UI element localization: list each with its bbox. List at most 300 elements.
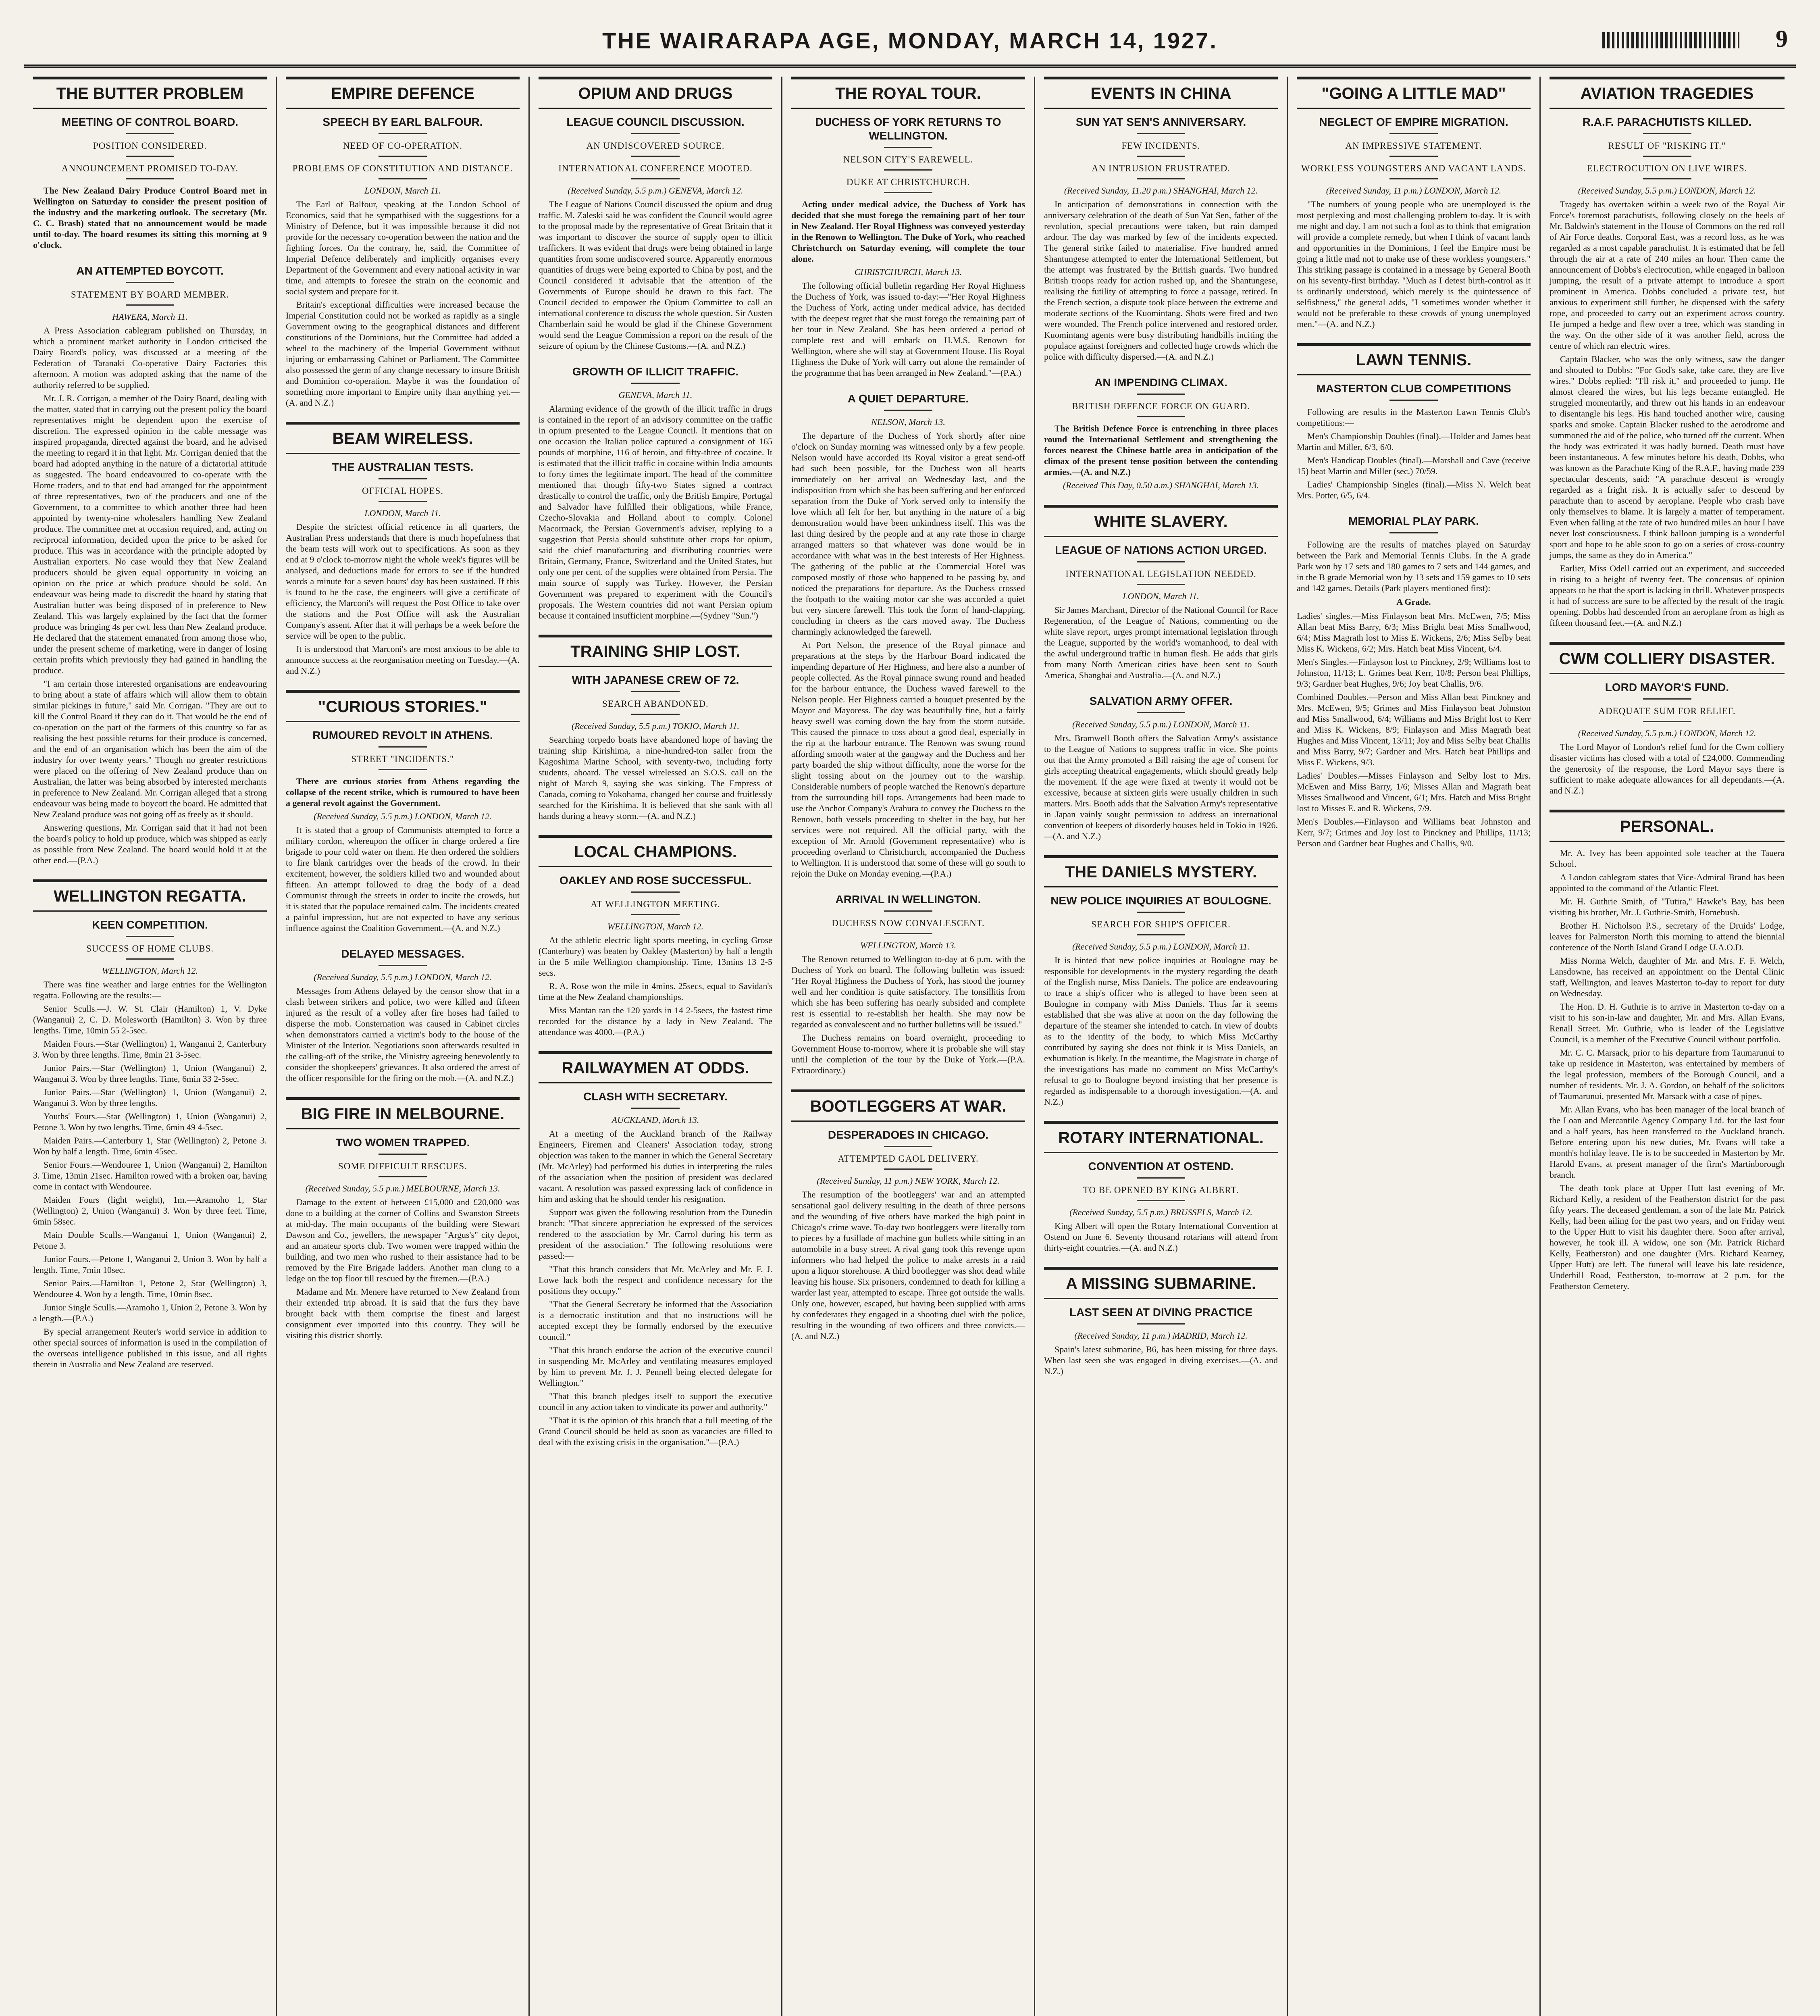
body-paragraph: The Hon. D. H. Guthrie is to arrive in Masterton to-day on a visit to his son-in-law and daughter, Mr. and Mrs. Allan Evans, Renall Street. Mr. Guthrie, who is leader of the Legislative Council, is a member of the Executive Council without portfolio. [1550, 1002, 1785, 1044]
story-deck: TWO WOMEN TRAPPED. [335, 1136, 470, 1149]
story-headline: A MISSING SUBMARINE. [1044, 1267, 1278, 1299]
body-paragraph: Alarming evidence of the growth of the illicit traffic in drugs is contained in the report of an advisory committee on the traffic in opium presented to the League Council. It mentions that on one occasion the Italian police captured a consignment of 165 pounds of morphine, 116 of heroin, and fifty-three of cocaine. It is estimated that the illicit traffic in cocaine within India amounts to forty times the legitimate import. The head of the committee mentioned that though fifty-two States signed a contract drastically to control the traffic, only the British Empire, Portugal and Salvador have fulfilled their obligations, while France, Czecho-Slovakia and Holland about to comply. Colonel Macormack, the Persian Government's adviser, replying to a suggestion that Persia should substitute other crops for opium, said the chief manufacturing and distributing countries were Britain, Germany, France, Switzerland and the United States, but only one per cent. of the supplies were obtained from Persia. The main source of supply was Turkey. However, the Persian Government was prepared to experiment with the Council's proposals. The Western countries did not want Persian opium because it contained insufficient morphine.—(Sydney "Sun.") [539, 404, 772, 621]
body-paragraph: Junior Pairs.—Star (Wellington) 1, Union (Wanganui) 2, Wanganui 3. Won by three lengths. [33, 1087, 267, 1108]
body-paragraph: The Renown returned to Wellington to-day at 6 p.m. with the Duchess of York on board. The following bulletin was issued: "Her Royal Highness the Duchess of York, has stood the journey well and her condition is quite satisfactory. The tonsillitis from which she has been suffering has nearly subsided and complete rest is essential to re-establish her health. She may now be regarded as convalescent and no further bulletins will be issued." [791, 954, 1025, 1029]
story [539, 365, 772, 621]
body-paragraph: The death took place at Upper Hutt last evening of Mr. Richard Kelly, a resident of the Featherston district for the past fifty years. The deceased gentleman, a son of the late Mr. Patrick Kelly, had been ailing for the past two years, and on Friday went to the Upper Hutt to visit his daughter there. Soon after arrival, however, he took ill. A widow, one son (Mr. Patrick Richard Kelly, Featherston) and one daughter (Mrs. Richard Kearney, Upper Hutt) are left. The funeral will leave his late residence, Underhill Road, Featherston, to-morrow at 2 p.m. for the Featherston Cemetery. [1550, 1183, 1785, 1291]
body-paragraph: Captain Blacker, who was the only witness, saw the danger and shouted to Dobbs: "For God's sake, take care, they are live wires." Dobbs replied: "I'll risk it," and proceeded to jump. He almost cleared the wires, but his legs became entangled. He struggled momentarily, and threw out his hands in an endeavour to disentangle his legs. His hand touched another wire, causing sparks and smoke. Captain Blacker rushed to the aerodrome and summoned the aid of the police, who turned off the current. When the body was extricated it was badly burned. Death must have been instantaneous. A few minutes before his death, Dobbs, who was known as the Parachute King of the R.A.F., having made 239 spectacular descents, said: "A parachute descent is wrongly regarded as a fright risk. It is actually safer to descend by parachute than to ascend by aeroplane. People who crash have only themselves to blame. It is largely a matter of temperament. Even when falling at the rate of two hundred miles an hour I have never lost consciousness. I think balloon jumping is a wonderful sport and hope to be able soon to go on a series of cross-country jumps, the same as they do in America." [1550, 354, 1785, 560]
divider-rule [631, 691, 680, 692]
divider-rule [1137, 584, 1185, 585]
story-dateline: NELSON, March 13. [871, 417, 945, 427]
body-paragraph: Following are results in the Masterton Lawn Tennis Club's competitions:— [1297, 407, 1531, 428]
story-dateline: (Received Sunday, 5.5 p.m.) LONDON, March 12. [314, 811, 492, 821]
story [539, 835, 772, 1037]
divider-rule [1137, 912, 1185, 913]
body-paragraph: The Lord Mayor of London's relief fund for the Cwm colliery disaster victims has closed with a total of £24,000. Commending the generosity of the response, the Lord Mayor says there is sufficient to make adequate allowances for all dependants.—(A. and N.Z.) [1550, 742, 1785, 796]
body-paragraph: Earlier, Miss Odell carried out an experiment, and succeeded in rising to a height of twenty feet. The concensus of opinion appears to be that the sport is lacking in thrill. Whatever prospects it had of success are sure to be affected by the result of the tragic opening. Dobbs had descended from an aeroplane from as high as fifteen thousand feet.—(A. and N.Z.) [1550, 563, 1785, 628]
divider-rule [1389, 156, 1438, 157]
divider-rule [1137, 1200, 1185, 1201]
column-2 [277, 77, 530, 2016]
story-deck: SUN YAT SEN'S ANNIVERSARY. [1075, 116, 1246, 128]
story-dateline: (Received Sunday, 11 p.m.) NEW YORK, March 12. [817, 1176, 1000, 1186]
lead-paragraph: There are curious stories from Athens regarding the collapse of the recent strike, which is rumoured to have been a general revolt against the Government. [286, 776, 520, 808]
body-paragraph: Following are the results of matches played on Saturday between the Park and Memorial Tennis Clubs. In the A grade Park won by 17 sets and 180 games to 7 sets and 144 games, and in the B grade Memorial won by 13 sets and 159 games to 10 sets and 142 games. Details (Park players mentioned first): [1297, 539, 1531, 593]
story-body [1550, 741, 1785, 796]
story-headline: PERSONAL. [1550, 810, 1785, 842]
story [286, 77, 520, 408]
story-dateline: (Received Sunday, 5.5 p.m.) LONDON, March 12. [1578, 728, 1756, 738]
story-subheading: AN IMPRESSIVE STATEMENT. [1345, 141, 1482, 151]
column-6 [1288, 77, 1541, 2016]
story-dateline: (Received Sunday, 11.20 p.m.) SHANGHAI, March 12. [1064, 185, 1258, 196]
body-paragraph: By special arrangement Reuter's world service in addition to other special sources of information is used in the compilation of the overseas intelligence published in this issue, and all rights therein in Australia and New Zealand are reserved. [33, 1327, 267, 1369]
divider-rule [1643, 698, 1691, 700]
lead-paragraph: The New Zealand Dairy Produce Control Board met in Wellington on Saturday to consider the present position of the industry and the marketing outlook. The secretary (Mr. C. C. Brash) stated that no announcement would be made until to-day. The board resumes its sitting this morning at 9 o'clock. [33, 185, 267, 250]
story-dateline: GENEVA, March 11. [618, 390, 693, 400]
story-headline: ROTARY INTERNATIONAL. [1044, 1121, 1278, 1153]
story-deck: DESPERADOES IN CHICAGO. [828, 1129, 989, 1141]
body-paragraph: Mr. A. Ivey has been appointed sole teacher at the Tauera School. [1550, 848, 1785, 869]
story [286, 947, 520, 1083]
story-deck: MEMORIAL PLAY PARK. [1348, 515, 1479, 527]
story [1297, 77, 1531, 329]
story [286, 422, 520, 676]
body-paragraph: The departure of the Duchess of York shortly after nine o'clock on Sunday morning was witnessed only by a few people. Nelson would have accorded its Royal visitor a great send-off had such been possible, for the Duchess won all hearts immediately on her arrival on Wednesday last, and the indisposition from which she has been suffering and her enforced separation from the Duke of York served only to intensify the love which all felt for her, but anything in the nature of a big demonstration would have been unkindness itself. This was the last thing desired by the people and at any rate those in charge arranged matters so that whatever was done would be in accordance with what was in the best interests of Her Highness. The gathering of the public at the Commercial Hotel was composed mostly of those who happened to be passing by, and noticed the preparations for departure. As the Duchess crossed the footpath to the waiting motor car she was accorded a quiet but very sincere farewell. This took the form of hand-clapping, concluding in cheers as the cars moved away. The Duchess charmingly acknowledged the farewell. [791, 431, 1025, 637]
story-subheading: POSITION CONSIDERED. [93, 141, 207, 151]
body-paragraph: The Duchess remains on board overnight, proceeding to Government House to-morrow, where it is probable she will stay until the completion of the tour by the Duke of York.—(P.A. Extraordinary.) [791, 1033, 1025, 1075]
column-5 [1035, 77, 1288, 2016]
divider-rule [379, 965, 427, 966]
body-paragraph: Miss Mantan ran the 120 yards in 14 2-5secs, the fastest time recorded for the distance by a lady in New Zealand. The attendance was 4000.—(P.A.) [539, 1005, 772, 1037]
divider-rule [1389, 178, 1438, 179]
body-paragraph: At a meeting of the Auckland branch of the Railway Engineers, Firemen and Cleaners' Association today, strong objection was taken to the manner in which the General Secretary (Mr. McArley) had performed his duties in interpreting the rules of the association when the position of president was declared vacant. A resolution was passed expressing lack of confidence in him and asking that he should tender his resignation. [539, 1129, 772, 1204]
story-headline: "CURIOUS STORIES." [286, 690, 520, 722]
story-dateline: (Received Sunday, 5.5 p.m.) BRUSSELS, March 12. [1069, 1207, 1252, 1217]
divider-rule [1389, 400, 1438, 401]
story-subheading: ADEQUATE SUM FOR RELIEF. [1598, 706, 1736, 716]
story-body [539, 403, 772, 621]
story-dateline: (Received Sunday, 5.5 p.m.) GENEVA, March 12. [568, 185, 743, 196]
story [1044, 1121, 1278, 1253]
story-body [539, 734, 772, 821]
story-body [1044, 199, 1278, 362]
divider-rule [1137, 156, 1185, 157]
story-subheading: WORKLESS YOUNGSTERS AND VACANT LANDS. [1301, 163, 1527, 173]
body-paragraph: Spain's latest submarine, B6, has been missing for three days. When last seen she was engaged in diving exercises.—(A. and N.Z.) [1044, 1344, 1278, 1376]
story-deck: CLASH WITH SECRETARY. [583, 1090, 728, 1103]
column-7 [1541, 77, 1793, 2016]
story-deck: DUCHESS OF YORK RETURNS TO WELLINGTON. [815, 116, 1001, 142]
story [1044, 694, 1278, 841]
story-headline: WELLINGTON REGATTA. [33, 879, 267, 912]
divider-rule [1137, 178, 1185, 179]
story [791, 392, 1025, 879]
divider-rule [379, 746, 427, 748]
story-body [1550, 199, 1785, 628]
story-body [33, 325, 267, 866]
body-paragraph: It is hinted that new police inquiries at Boulogne may be responsible for developments in the mystery regarding the death of the English nurse, Miss Daniels. The police are endeavouring to trace a ship's officer who is alleged to have been seen at Boulogne in company with Miss Daniels. Thus far it seems established that she was alive at noon on the day following the departure of the steamer she intended to catch. In view of doubts as to the identity of the body, to which Miss McCarthy contributed by saying she does not think it is Miss Daniels, an exhumation is likely. In the meantime, the Magistrate in charge of the investigations has made no comment on Miss McCarthy's refusal to go to Boulogne beyond insisting that her presence is regarded as indispensable to a thorough investigation.—(A. and N.Z.) [1044, 955, 1278, 1107]
story-subheading: AT WELLINGTON MEETING. [591, 899, 720, 909]
body-paragraph: "That this branch considers that Mr. McArley and Mr. F. J. Lowe lack both the respect and confidence necessary for the positions they occupy." [539, 1264, 772, 1296]
divider-rule [379, 1154, 427, 1155]
story-dateline: HAWERA, March 11. [112, 312, 188, 322]
result-item: Men's Singles.—Finlayson lost to Pinckney, 2/9; Williams lost to Johnston, 11/13; L. Grimes beat Kerr, 10/8; Person beat Phillips, 9/3; Gardner beat Hughes, 9/6; Joy beat Challis, 9/6. [1297, 657, 1531, 689]
body-paragraph: It is understood that Marconi's are most anxious to be able to announce success at the reorganisation meeting on Tuesday.—(A. and N.Z.) [286, 644, 520, 676]
divider-rule [1389, 532, 1438, 533]
divider-rule [379, 769, 427, 770]
story-body [791, 954, 1025, 1076]
story-headline: THE BUTTER PROBLEM [33, 77, 267, 109]
story-dateline: (Received Sunday, 5.5 p.m.) LONDON, March 12. [314, 972, 492, 982]
divider-rule [1137, 1177, 1185, 1179]
story-deck: R.A.F. PARACHUTISTS KILLED. [1582, 116, 1752, 128]
story-deck: NEW POLICE INQUIRIES AT BOULOGNE. [1050, 894, 1271, 907]
story-dateline: WELLINGTON, March 12. [607, 921, 704, 931]
story-deck: GROWTH OF ILLICIT TRAFFIC. [572, 365, 739, 378]
column-4 [782, 77, 1035, 2016]
body-paragraph: The resumption of the bootleggers' war and an attempted sensational gaol delivery resulting in the death of three persons and the wounding of five others have marked the high point in Chicago's crime wave. To-day two bootleggers were literally torn to pieces by a fusillade of machine gun bullets while sitting in an automobile in a busy street. A rival gang took this revenge upon informers who had helped the police to make arrests in a raid upon a liquor storehouse. A third bootlegger was shot dead while leaving his house. Six prisoners, condemned to death for killing a warder last year, attempted to escape. Three got outside the walls. Only one, however, escaped, but having been supplied with arms by confederates they engaged in a shooting duel with the police, resulting in the wounding of two officers and three convicts.—(A. and N.Z.) [791, 1189, 1025, 1341]
story-deck: A QUIET DEPARTURE. [847, 392, 969, 405]
story-subheading: STATEMENT BY BOARD MEMBER. [71, 289, 229, 300]
story-deck: THE AUSTRALIAN TESTS. [332, 461, 474, 473]
body-paragraph: Support was given the following resolution from the Dunedin branch: "That sincere appreciation be expressed of the services rendered to the association by Mr. Carrol during his term as president of the association." The following resolutions were passed:— [539, 1207, 772, 1261]
body-paragraph: Mrs. Bramwell Booth offers the Salvation Army's assistance to the League of Nations to suppress traffic in vice. She points out that the Army promoted a Bill raising the age of consent for girls accepting theatrical engagements, which should greatly help the movement. If the age were fixed at twenty it would not be excessive, because at sixteen girls were usually children in such matters. Mrs. Booth adds that the Salvation Army's representative in Japan vainly sought permission to address an international convention of keepers of disorderly houses held in Tokio in 1926.—(A. and N.Z.) [1044, 733, 1278, 841]
story-subheading: NELSON CITY'S FAREWELL. [843, 154, 973, 165]
story-headline: THE DANIELS MYSTERY. [1044, 855, 1278, 887]
story-subheading: NEED OF CO-OPERATION. [343, 141, 463, 151]
story-body [33, 979, 267, 1370]
story-subheading: DUKE AT CHRISTCHURCH. [846, 177, 970, 187]
story-body [539, 1128, 772, 1447]
story [1550, 810, 1785, 1291]
story-headline: OPIUM AND DRUGS [539, 77, 772, 109]
story-body [791, 1189, 1025, 1341]
divider-rule [126, 282, 174, 283]
divider-rule [1137, 561, 1185, 562]
divider-rule [379, 133, 427, 134]
story-dateline: LONDON, March 11. [1123, 591, 1199, 601]
divider-rule [379, 478, 427, 479]
divider-rule [631, 178, 680, 179]
body-paragraph: Senior Pairs.—Hamilton 1, Petone 2, Star (Wellington) 3, Wendouree 4. Won by a length. Time, 10min 8sec. [33, 1278, 267, 1299]
body-paragraph: A Press Association cablegram published on Thursday, in which a prominent market authority in London criticised the Dairy Board's policy, was discussed at a meeting of the Federation of Taranaki Co-operative Dairy Factories this afternoon. A motion was adopted asking that the name of the authority referred to be supplied. [33, 325, 267, 390]
story [33, 77, 267, 250]
results-list [1297, 610, 1531, 849]
story-deck: LEAGUE OF NATIONS ACTION URGED. [1055, 544, 1267, 556]
body-paragraph: "That it is the opinion of this branch that a full meeting of the Grand Council should be held as soon as vacancies are filled to deal with the existing crisis in the organisation."—(P.A.) [539, 1415, 772, 1447]
body-paragraph: "The numbers of young people who are unemployed is the most perplexing and most challenging problem to-day. It is with me night and day. I am not such a fool as to think that emigration will provide a complete remedy, but when I think of vacant lands and opportunities in the Dominions, I feel the Empire must be going a little mad not to make use of these workless youngsters." This striking passage is contained in a message by General Booth on his seventy-first birthday. "Much as I detest birth-control as it is ordinarily understood, which merely is the quintessence of selfishness," the general adds, "I sometimes wonder whether it would not be preferable to these crowds of young unemployed men."—(A. and N.Z.) [1297, 199, 1531, 329]
story [539, 635, 772, 821]
divider-rule [884, 910, 932, 912]
body-paragraph: Youths' Fours.—Star (Wellington) 1, Union (Wanganui) 2, Petone 3. Won by two lengths. Time, 6min 49 4-5sec. [33, 1111, 267, 1132]
story-body [286, 199, 520, 408]
story-deck: LORD MAYOR'S FUND. [1605, 681, 1729, 694]
body-paragraph: Tragedy has overtaken within a week two of the Royal Air Force's foremost parachutists, following closely on the heels of Mr. Baldwin's statement in the House of Commons on the red roll of Air Force deaths. Corporal East, was a record loss, as he was regarded as a most capable parachutist. It is estimated that he fell through the air at a rate of 240 miles an hour. Then came the announcement of Dobbs's electrocution, while engaged in balloon jumping, the result of a private attempt to introduce a sport prominent in America. Dobbs concluded a private test, but anxious to experiment still further, he dispensed with the safety rope, and proceeded to carry out an experiment across country. He jumped a hedge and flew over a tree, which was standing in the way. On the other side of it was another field, across the centre of which ran electric wires. [1550, 199, 1785, 351]
story-headline: TRAINING SHIP LOST. [539, 635, 772, 667]
story-deck: MASTERTON CLUB COMPETITIONS [1316, 382, 1511, 395]
story-body [1044, 604, 1278, 681]
story-subheading: ELECTROCUTION ON LIVE WIRES. [1587, 163, 1747, 173]
story-lead [33, 185, 267, 250]
body-paragraph: R. A. Rose won the mile in 4mins. 25secs, equal to Savidan's time at the New Zealand championships. [539, 981, 772, 1002]
body-paragraph: Men's Handicap Doubles (final).—Marshall and Cave (receive 15) beat Martin and Miller (sec.) 70/59. [1297, 455, 1531, 476]
divider-rule [884, 169, 932, 171]
story-dateline: LONDON, March 11. [364, 185, 441, 196]
divider-rule [126, 958, 174, 960]
divider-rule [126, 936, 174, 937]
story [1550, 77, 1785, 628]
story-subheading: BRITISH DEFENCE FORCE ON GUARD. [1072, 401, 1250, 411]
divider-rule [1643, 156, 1691, 157]
divider-rule [379, 501, 427, 502]
story-subheading: AN INTRUSION FRUSTRATED. [1091, 163, 1231, 173]
divider-rule [126, 133, 174, 134]
story-subheading: SUCCESS OF HOME CLUBS. [86, 943, 214, 954]
divider-rule [631, 156, 680, 157]
body-paragraph: Senior Fours.—Wendouree 1, Union (Wanganui) 2, Hamilton 3. Time, 13min 21sec. Hamilton rowed with a broken oar, having come in contact with Wendouree. [33, 1160, 267, 1191]
body-paragraph: Messages from Athens delayed by the censor show that in a clash between strikers and police, two were killed and fifteen injured as the result of a volley after fire hoses had failed to disperse the mob. Consternation was caused in Cabinet circles when demonstrators carried a victim's body to the house of the Minister of the Interior. Negotiations soon afterwards resulted in the calling-off of the strike, the Ministry agreeing benevolently to consider the shopkeepers' grievances. It also ordered the arrest of the officer responsible for the firing on the mob.—(A. and N.Z.) [286, 986, 520, 1083]
story-deck: LAST SEEN AT DIVING PRACTICE [1069, 1306, 1253, 1318]
story-subheading: TO BE OPENED BY KING ALBERT. [1083, 1185, 1239, 1195]
result-item: Combined Doubles.—Person and Miss Allan beat Pinckney and Mrs. McEwen, 9/5; Grimes and Miss Finlayson beat Johnston and Miss Smallwood, 6/4; Williams and Miss Bright lost to Kerr and Miss K. Wickens, 8/9; Finlayson and Miss Magrath beat Hughes and Miss Vincent, 13/11; Joy and Miss Selby beat Challis and Miss Barry, 9/7; Gardner and Mrs. Hatch beat Phillips and Miss E. Wickens, 9/3. [1297, 692, 1531, 767]
divider-rule [884, 192, 932, 193]
story-deck: OAKLEY AND ROSE SUCCESSFUL. [559, 874, 752, 887]
lead-paragraph: The British Defence Force is entrenching in three places round the International Settlement and strengthening the forces nearest the Chinese battle area in anticipation of the climax of the present tense position between the contending armies.—(A. and N.Z.) [1044, 423, 1278, 477]
page-number: 9 [1776, 25, 1788, 52]
story-lead [1044, 423, 1278, 477]
story-body [286, 825, 520, 933]
masthead-ornament [1602, 32, 1739, 48]
story-deck: AN IMPENDING CLIMAX. [1094, 376, 1227, 389]
column-1 [24, 77, 277, 2016]
story-headline: AVIATION TRAGEDIES [1550, 77, 1785, 109]
story-body [1044, 1220, 1278, 1253]
result-item: Ladies' singles.—Miss Finlayson beat Mrs. McEwen, 7/5; Miss Allan beat Miss Barry, 6/3; Miss Bright beat Miss Smallwood, 6/4; Miss Magrath lost to Miss E. Wickens, 2/6; Miss Selby beat Miss K. Wickens, 6/2; Mrs. Hatch beat Miss Vincent, 6/4. [1297, 611, 1531, 654]
divider-rule [379, 156, 427, 157]
story-subheading: ATTEMPTED GAOL DELIVERY. [838, 1154, 979, 1164]
divider-rule [884, 1146, 932, 1147]
story [1044, 855, 1278, 1107]
body-paragraph: "That this branch pledges itself to support the executive council in any action taken to vindicate its power and authority." [539, 1391, 772, 1412]
body-paragraph: In anticipation of demonstrations in connection with the anniversary celebration of the death of Sun Yat Sen, father of the revolution, special precautions were taken, but rain damped ardour. The day was marked by few of the incidents expected. The general strike failed to materialise. Five hundred armed Shantungese attempted to enter the International Settlement, but the attempt was frustrated by the British guards. Two hundred British troops ready for action rushed up, and the Shantungese, realising the futility of attempting to force a passage, retired. In the French section, a dispute took place between the extreme and moderate sections of the Kuomintang. Shots were fired and two were wounded. The French police intervened and restored order. Kuomintang agents were busy distributing handbills inciting the populace against foreigners and collected huge crowds which the police with difficulty dispersed.—(A. and N.Z.) [1044, 199, 1278, 362]
body-paragraph: Ladies' Championship Singles (final).—Miss N. Welch beat Mrs. Potter, 6/5, 6/4. [1297, 479, 1531, 500]
body-paragraph: Despite the strictest official reticence in all quarters, the Australian Press understands that there is much hopefulness that the beam tests will work out to specifications. As soon as they end at 9 o'clock to-morrow night the whole week's figures will be analysed, and deductions made for errors to see if the hundred words a minute for a seven hours' day has been sustained. If this is found to be the case, the engineers will give a certificate of efficiency, the Marconi's will request the Post Office to take over the stations and the Post Office will ask the Australian Company's assent. After that it will perhaps be a week before the service will be open to the public. [286, 522, 520, 641]
body-paragraph: Brother H. Nicholson P.S., secretary of the Druids' Lodge, leaves for Palmerston North this morning to attend the biennial conference of the North Island Grand Lodge U.A.O.D. [1550, 921, 1785, 952]
divider-rule [884, 147, 932, 148]
divider-rule [1137, 133, 1185, 134]
story-headline: EVENTS IN CHINA [1044, 77, 1278, 109]
story-deck: CONVENTION AT OSTEND. [1088, 1160, 1234, 1173]
story-body [539, 935, 772, 1037]
body-paragraph: Junior Fours.—Petone 1, Wanganui 2, Union 3. Won by half a length. Time, 7min 10sec. [33, 1254, 267, 1275]
divider-rule [884, 1168, 932, 1170]
divider-rule [1643, 133, 1691, 134]
story-body [1297, 539, 1531, 594]
divider-rule [1137, 1323, 1185, 1325]
story-headline: BIG FIRE IN MELBOURNE. [286, 1097, 520, 1129]
body-paragraph: "I am certain those interested organisations are endeavouring to bring about a state of affairs which will allow them to obtain similar pickings in future," said Mr. Corrigan. "They are out to kill the Control Board if they can do it. That would be the end of co-operation on the part of the farmers of this country so far as realising the best possible returns for their produce is concerned, and the end of an organisation which has been the aim of the industry for over twenty years." Though no greater restrictions were placed on the offering of New Zealand produce than on Australian, the latter was being absorbed by interested merchants in preference to New Zealand. Mr. Corrigan alleged that a strong endeavour was being made to boycott the board. He admitted that New Zealand produce was not going off as freely as it should. [33, 679, 267, 819]
story [1297, 343, 1531, 501]
body-paragraph: Junior Single Sculls.—Aramoho 1, Union 2, Petone 3. Won by a length.—(P.A.) [33, 1302, 267, 1323]
body-paragraph: Madame and Mr. Menere have returned to New Zealand from their extended trip abroad. It is said that the furs they have brought back with them comprise the finest and largest consignment ever imported into this country. They will be visiting this district shortly. [286, 1287, 520, 1340]
story-subheading: DUCHESS NOW CONVALESCENT. [832, 918, 985, 928]
story-deck: WITH JAPANESE CREW OF 72. [572, 674, 739, 686]
body-paragraph: At the athletic electric light sports meeting, in cycling Grose (Canterbury) was beaten by Oakley (Masterton) by half a length in the 5 mile Wellington championship. Time, 13mins 13 2-5 secs. [539, 935, 772, 978]
story-body [286, 1197, 520, 1341]
story [539, 1051, 772, 1447]
story [1044, 376, 1278, 491]
body-paragraph: Sir James Marchant, Director of the National Council for Race Regeneration, of the League of Nations, commenting on the white slave report, urges prompt international legislation through the League, supported by the world's womanhood, to deal with the awful underground traffic in human flesh. He adds that girls from many North American cities have been sent to South America, Shanghai and Australia.—(A. and N.Z.) [1044, 605, 1278, 680]
story-dateline: AUCKLAND, March 13. [612, 1115, 699, 1125]
story-dateline: (Received Sunday, 5.5 p.m.) MELBOURNE, March 13. [305, 1183, 500, 1193]
story-body [1297, 199, 1531, 329]
lead-paragraph: Acting under medical advice, the Duchess of York has decided that she must forego the remaining part of her tour in New Zealand. Her Royal Highness was conveyed yesterday in the Renown to Wellington. The Duke of York, who reached Christchurch on Saturday evening, will complete the tour alone. [791, 199, 1025, 264]
body-paragraph: Maiden Fours.—Star (Wellington) 1, Wanganui 2, Canterbury 3. Won by three lengths. Time, 8min 21 3-5sec. [33, 1039, 267, 1060]
divider-rule [884, 410, 932, 411]
divider-rule [379, 178, 427, 179]
divider-rule [126, 178, 174, 179]
body-paragraph: There was fine weather and large entries for the Wellington regatta. Following are the results:— [33, 979, 267, 1000]
divider-rule [1137, 712, 1185, 713]
story-deck: SPEECH BY EARL BALFOUR. [322, 116, 483, 128]
body-paragraph: King Albert will open the Rotary International Convention at Ostend on June 6. Seventy thousand rotarians will attend from thirty-eight countries.—(A. and N.Z.) [1044, 1221, 1278, 1253]
story-headline: BOOTLEGGERS AT WAR. [791, 1089, 1025, 1122]
story-headline: CWM COLLIERY DISASTER. [1550, 642, 1785, 674]
story-body [791, 430, 1025, 879]
story-deck: LEAGUE COUNCIL DISCUSSION. [566, 116, 745, 128]
story-deck: KEEN COMPETITION. [92, 918, 208, 931]
story-headline: EMPIRE DEFENCE [286, 77, 520, 109]
divider-rule [631, 1108, 680, 1109]
body-paragraph: Junior Pairs.—Star (Wellington) 1, Union (Wanganui) 2, Wanganui 3. Won by three lengths. Time, 6min 33 2-5sec. [33, 1063, 267, 1084]
story-body [539, 199, 772, 351]
story [286, 690, 520, 933]
divider-rule [631, 714, 680, 715]
body-paragraph: The Earl of Balfour, speaking at the London School of Economics, said that he sympathised with the suggestions for a Ministry of Defence, but it was impossible because it did not provide for the necessary co-operation between the nation and the fighting forces. On the contrary, he, said, the Committee of Imperial Defence deliberately and implicitly organises every Department of the Government and every national activity in war time, and attempts to foresee the strain on the economic and social system and prepare for it. [286, 199, 520, 296]
body-paragraph: Searching torpedo boats have abandoned hope of having the training ship Kirishima, a nine-hundred-ton sailer from the Kagoshima Marine School, with seventy-two, including forty students, aboard. The vessel wirelessed an S.O.S. call on the night of March 9, saying she was sinking. The Empress of Canada, coming to Yokohama, changed her course and fruitlessly searched for the Kirishima. It is believed that she sank with all hands during a heavy storm.—(A. and N.Z.) [539, 735, 772, 821]
story-headline: WHITE SLAVERY. [1044, 505, 1278, 537]
divider-rule [1643, 721, 1691, 722]
story-deck: AN ATTEMPTED BOYCOTT. [76, 264, 224, 277]
story-body [286, 985, 520, 1083]
story-body [1044, 733, 1278, 841]
story-body [1044, 1344, 1278, 1377]
newspaper-columns [24, 77, 1796, 2016]
story-deck: NEGLECT OF EMPIRE MIGRATION. [1319, 116, 1508, 128]
story-headline: BEAM WIRELESS. [286, 422, 520, 454]
story-subheading: SEARCH FOR SHIP'S OFFICER. [1091, 919, 1231, 929]
story-headline: RAILWAYMEN AT ODDS. [539, 1051, 772, 1083]
divider-rule [884, 933, 932, 934]
story [33, 879, 267, 1370]
body-paragraph: Main Double Sculls.—Wanganui 1, Union (Wanganui) 2, Petone 3. [33, 1230, 267, 1251]
body-paragraph: Damage to the extent of between £15,000 and £20,000 was done to a building at the corner of Collins and Swanston Streets at mid-day. The main occupants of the building were Stewart Dawson and Co., jewellers, the newspaper "Argus's" city depot, and an amateur sports club. Two women were trapped within the building, and two men who rushed to their assistance had to be removed by the Fire Brigade ladders. Another man clung to a ledge on the top floor till rescued by the firemen.—(P.A.) [286, 1197, 520, 1283]
story-deck: RUMOURED REVOLT IN ATHENS. [312, 729, 493, 741]
story [1044, 1267, 1278, 1377]
story-dateline: LONDON, March 11. [364, 508, 441, 518]
body-paragraph: Mr. J. R. Corrigan, a member of the Dairy Board, dealing with the matter, stated that in carrying out the present policy the board representatives might be dependent upon the exercise of discretion. The expressed opinion in the cable message was inspired propaganda, directed against the board, and he advised the meeting to regard it in that light. Mr. Corrigan denied that the board had adopted anything in the nature of a dictatorial attitude as suggested. The board endeavoured to co-operate with the Home traders, and to that end had arranged for the appointment of three representatives, two of the producers and one of the Government, to a committee to which another three had been appointed by twenty-nine wholesalers handling New Zealand produce. The committee met at occasion required, and, acting on reciprocal information, decided upon the price to be asked for produce. This was in accordance with the principle adopted by Australian exporters. No case would they that New Zealand producers should be given equal opportunity in voicing an opinion on the price at which produce should be sold. An endeavour was being made to discredit the board by stating that Australian butter was being disposed of in preference to New Zealand. This was largely explained by the fact that the former produce was bringing 4s per cwt. less than New Zealand produce. He declared that the statement emanated from among those who, under the present scheme of marketing, were in danger of losing certain profits which previously they had gained in handling the produce. [33, 393, 267, 675]
story [33, 264, 267, 866]
story-dateline: (Received Sunday, 11 p.m.) MADRID, March 12. [1074, 1331, 1248, 1341]
story-subheading: PROBLEMS OF CONSTITUTION AND DISTANCE. [292, 163, 513, 173]
body-paragraph: Answering questions, Mr. Corrigan said that it had not been the board's policy to hold up produce, which was shipped as early as possible from New Zealand. The board would hold it at the other end.—(P.A.) [33, 823, 267, 865]
divider-rule [1137, 394, 1185, 395]
story-deck: SALVATION ARMY OFFER. [1089, 695, 1233, 707]
story-subheading: SOME DIFFICULT RESCUES. [338, 1161, 468, 1171]
results-grade: A Grade. [1396, 597, 1431, 607]
story [791, 77, 1025, 378]
story-lead [286, 776, 520, 808]
story-dateline: WELLINGTON, March 12. [102, 966, 198, 976]
divider-rule [379, 1176, 427, 1177]
story [791, 1089, 1025, 1341]
story [1297, 514, 1531, 849]
story-subheading: SEARCH ABANDONED. [602, 699, 709, 709]
story-headline: THE ROYAL TOUR. [791, 77, 1025, 109]
story-headline: "GOING A LITTLE MAD" [1297, 77, 1531, 109]
story-dateline: CHRISTCHURCH, March 13. [854, 267, 962, 277]
story-subheading: OFFICIAL HOPES. [362, 486, 443, 496]
story-subheading: INTERNATIONAL CONFERENCE MOOTED. [558, 163, 753, 173]
story-headline: LAWN TENNIS. [1297, 343, 1531, 375]
divider-rule [1643, 178, 1691, 179]
story-dateline: (Received This Day, 0.50 a.m.) SHANGHAI, March 13. [1063, 480, 1259, 490]
body-paragraph: Men's Championship Doubles (final).—Holder and James beat Martin and Miller, 6/3, 6/0. [1297, 431, 1531, 452]
body-paragraph: A London cablegram states that Vice-Admiral Brand has been appointed to the command of the Atlantic Fleet. [1550, 872, 1785, 893]
body-paragraph: Britain's exceptional difficulties were increased because the Imperial Constitution could not be worked as rapidly as a single Government owing to the geographical distances and different constitutions of the Dominions, but the Committee had added a wheel to the machinery of the Imperial Government without injuring or embarrassing Cabinet or Parliament. The Committee also possessed the germ of any change necessary to insure British and Dominion co-operation. Maybe it was the foundation of something more important to Empire unity than anything yet.—(A. and N.Z.) [286, 300, 520, 408]
story-body [1044, 955, 1278, 1107]
story [791, 893, 1025, 1076]
result-item: Ladies' Doubles.—Misses Finlayson and Selby lost to Mrs. McEwen and Miss Barry, 1/6; Misses Allan and Magrath beat Misses Smallwood and Vincent, 6/1; Mrs. Hatch and Miss Bright lost to Misses E. and R. Wickens, 7/9. [1297, 771, 1531, 813]
divider-rule [631, 914, 680, 915]
story-deck: DELAYED MESSAGES. [341, 948, 464, 960]
body-paragraph: Mr. C. C. Marsack, prior to his departure from Taumarunui to take up residence in Masterton, was entertained by members of the legal profession, members of the Borough Council, and a number of residents. Mr. J. A. Gordon, on behalf of the solicitors of Taumarunui, presented Mr. Marsack with a case of pipes. [1550, 1048, 1785, 1101]
story-subheading: RESULT OF "RISKING IT." [1608, 141, 1726, 151]
story-deck: MEETING OF CONTROL BOARD. [61, 116, 239, 128]
story-dateline: (Received Sunday, 11 p.m.) LONDON, March 12. [1326, 185, 1502, 196]
divider-rule [1137, 416, 1185, 417]
story-body [1297, 406, 1531, 501]
story-headline: LOCAL CHAMPIONS. [539, 835, 772, 867]
column-3 [530, 77, 782, 2016]
story-dateline: (Received Sunday, 5.5 p.m.) LONDON, March 11. [1072, 941, 1250, 952]
body-paragraph: At Port Nelson, the presence of the Royal pinnace and preparations at the steps by the Harbour Board indicated the impending departure of Her Highness, and here also a number of people collected. As the Royal pinnace swung round and headed for the harbour entrance, the Duchess waved farewell to the Nelson people. Her Highness carried a bouquet presented by the Mayor and Mayoress. The day was beautifully fine, but a fairly heavy swell was coming down the bay from the storm outside. This caused the pinnace to toss about a good deal, especially in the rip at the harbour entrance. The Renown was swung round affording smooth water at the gangway and the Duchess and her party boarded the ship without difficulty, none the worse for the slight tossing about on the journey out to the warship. Considerable numbers of people watched the Renown's departure from the surrounding hill tops. Arrangements had been made to use the Anchor Company's Arahura to convey the Duchess to the Renown, both vessels proceeding to shelter in the bay, but her services were not required. All the official party, with the exception of Mr. Arnold (Government representative) who is proceeding overland to Christchurch, accompanied the Duchess to Wellington. It is understood that some of these will go south to rejoin the Duke on Monday evening.—(P.A.) [791, 640, 1025, 879]
story-lead [791, 199, 1025, 264]
result-item: Men's Doubles.—Finlayson and Williams beat Johnston and Kerr, 9/7; Grimes and Joy lost to Pinckney and Phillips, 11/13; Person and Gardner beat Hughes and Challis, 9/0. [1297, 816, 1531, 848]
masthead [24, 16, 1796, 68]
story-deck: ARRIVAL IN WELLINGTON. [835, 893, 981, 906]
divider-rule [126, 156, 174, 157]
story [286, 1097, 520, 1341]
story-body [1550, 848, 1785, 1291]
divider-rule [631, 383, 680, 384]
body-paragraph: Maiden Fours (light weight), 1m.—Aramoho 1, Star (Wellington) 2, Union (Wanganui) 3. Won by three feet. Time, 6min 58sec. [33, 1195, 267, 1227]
story-dateline: (Received Sunday, 5.5 p.m.) LONDON, March 12. [1578, 185, 1756, 196]
story [539, 77, 772, 351]
story-body [286, 521, 520, 676]
body-paragraph: "That the General Secretary be informed that the Association is a democratic institution and that no instructions will be accepted except they be formally endorsed by the executive council." [539, 1299, 772, 1342]
divider-rule [1389, 133, 1438, 134]
divider-rule [631, 133, 680, 134]
story-subheading: INTERNATIONAL LEGISLATION NEEDED. [1065, 569, 1256, 579]
body-paragraph: Senior Sculls.—J. W. St. Clair (Hamilton) 1, V. Dyke (Wanganui) 2, C. D. Molesworth (Hamilton) 3. Won by three lengths. Time, 10min 55 2-5sec. [33, 1004, 267, 1035]
story-dateline: WELLINGTON, March 13. [860, 940, 957, 950]
newspaper-title: THE WAIRARAPA AGE, MONDAY, MARCH 14, 1927. [602, 27, 1218, 53]
story [1044, 505, 1278, 681]
story [1044, 77, 1278, 362]
body-paragraph: Miss Norma Welch, daughter of Mr. and Mrs. F. F. Welch, Lansdowne, has received an appointment on the Dental Clinic staff, Wellington, and leaves Masterton to-day to report for duty on Wednesday. [1550, 956, 1785, 998]
story-dateline: (Received Sunday, 5.5 p.m.) TOKIO, March 11. [571, 721, 740, 731]
